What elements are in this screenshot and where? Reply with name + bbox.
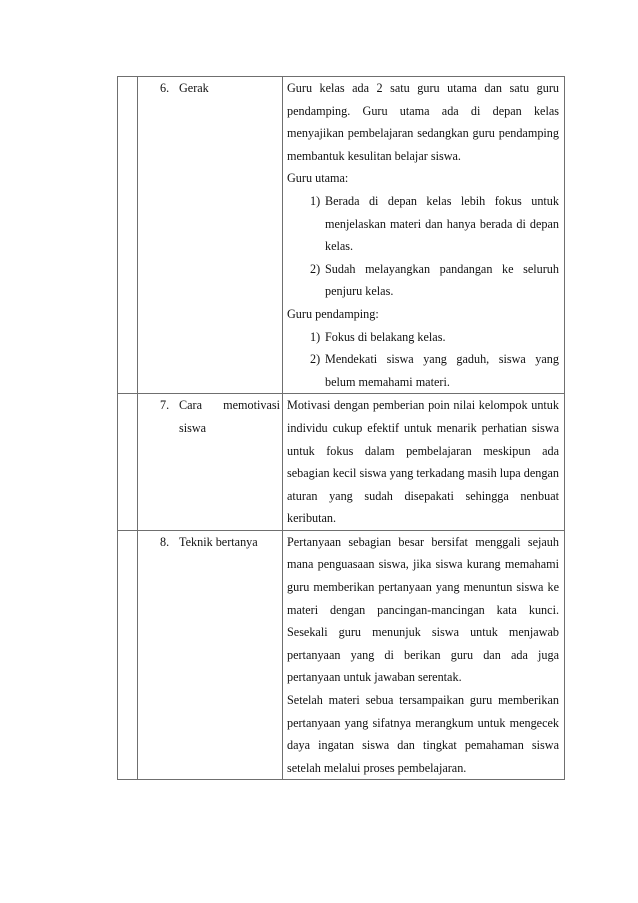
description-cell <box>283 530 565 780</box>
aspect-cell <box>138 530 283 780</box>
list-item: 2) Mendekati siswa yang gaduh, siswa yang belum memahami materi. <box>310 352 559 389</box>
aspect-cell <box>138 77 283 394</box>
blank-cell <box>118 530 138 780</box>
description-paragraph: Pertanyaan sebagian besar bersifat menggali sejauh mana penguasaan siswa, jika siswa kurang memahami guru memberikan pertanyaan yang menuntun siswa ke materi dengan pancingan-mancingan kata kunci. Sesekali guru menunjuk siswa untuk menjawab pertanyaan yang di berikan guru dan ada juga pertanyaan untuk jawaban serentak. <box>287 534 559 685</box>
description-cell <box>283 77 565 394</box>
aspect-label: Cara memotivasi siswa <box>179 398 280 435</box>
sub-list <box>287 326 559 394</box>
group-title: Guru pendamping: <box>287 306 379 321</box>
list-item: 1) Fokus di belakang kelas. <box>310 329 446 344</box>
row-number: 8. <box>160 534 170 549</box>
group-title: Guru utama: <box>287 171 349 186</box>
blank-cell <box>118 77 138 394</box>
description-paragraph: Motivasi dengan pemberian poin nilai kelompok untuk individu cukup efektif untuk menarik perhatian siswa untuk fokus dalam pembelajaran meskipun ada sebagian kecil siswa yang terkadang masih lupa dengan aturan yang sudah disepakati sehingga nenbuat keributan. <box>287 398 559 526</box>
blank-cell <box>118 394 138 531</box>
table-row <box>118 530 565 780</box>
table-row <box>118 394 565 531</box>
description-paragraph: Guru kelas ada 2 satu guru utama dan satu guru pendamping. Guru utama ada di depan kelas menyajikan pembelajaran sedangkan guru pendamping membantuk kesulitan belajar siswa. <box>287 81 559 163</box>
aspect-cell <box>138 394 283 531</box>
observation-table <box>117 76 565 780</box>
table-row <box>118 77 565 394</box>
list-item: 2) Sudah melayangkan pandangan ke seluruh penjuru kelas. <box>310 261 559 299</box>
description-paragraph: Setelah materi sebua tersampaikan guru memberikan pertanyaan yang sifatnya merangkum untuk mengecek daya ingatan siswa dan tingkat pemahaman siswa setelah melalui proses pembelajaran. <box>287 693 559 775</box>
description-cell <box>283 394 565 531</box>
row-number: 7. <box>160 398 170 413</box>
row-number: 6. <box>160 81 170 95</box>
aspect-label: Teknik bertanya <box>179 534 258 549</box>
list-item: 1) Berada di depan kelas lebih fokus untuk menjelaskan materi dan hanya berada di depan kelas. <box>310 193 559 254</box>
sub-list <box>287 190 559 303</box>
aspect-label: Gerak <box>179 81 209 95</box>
